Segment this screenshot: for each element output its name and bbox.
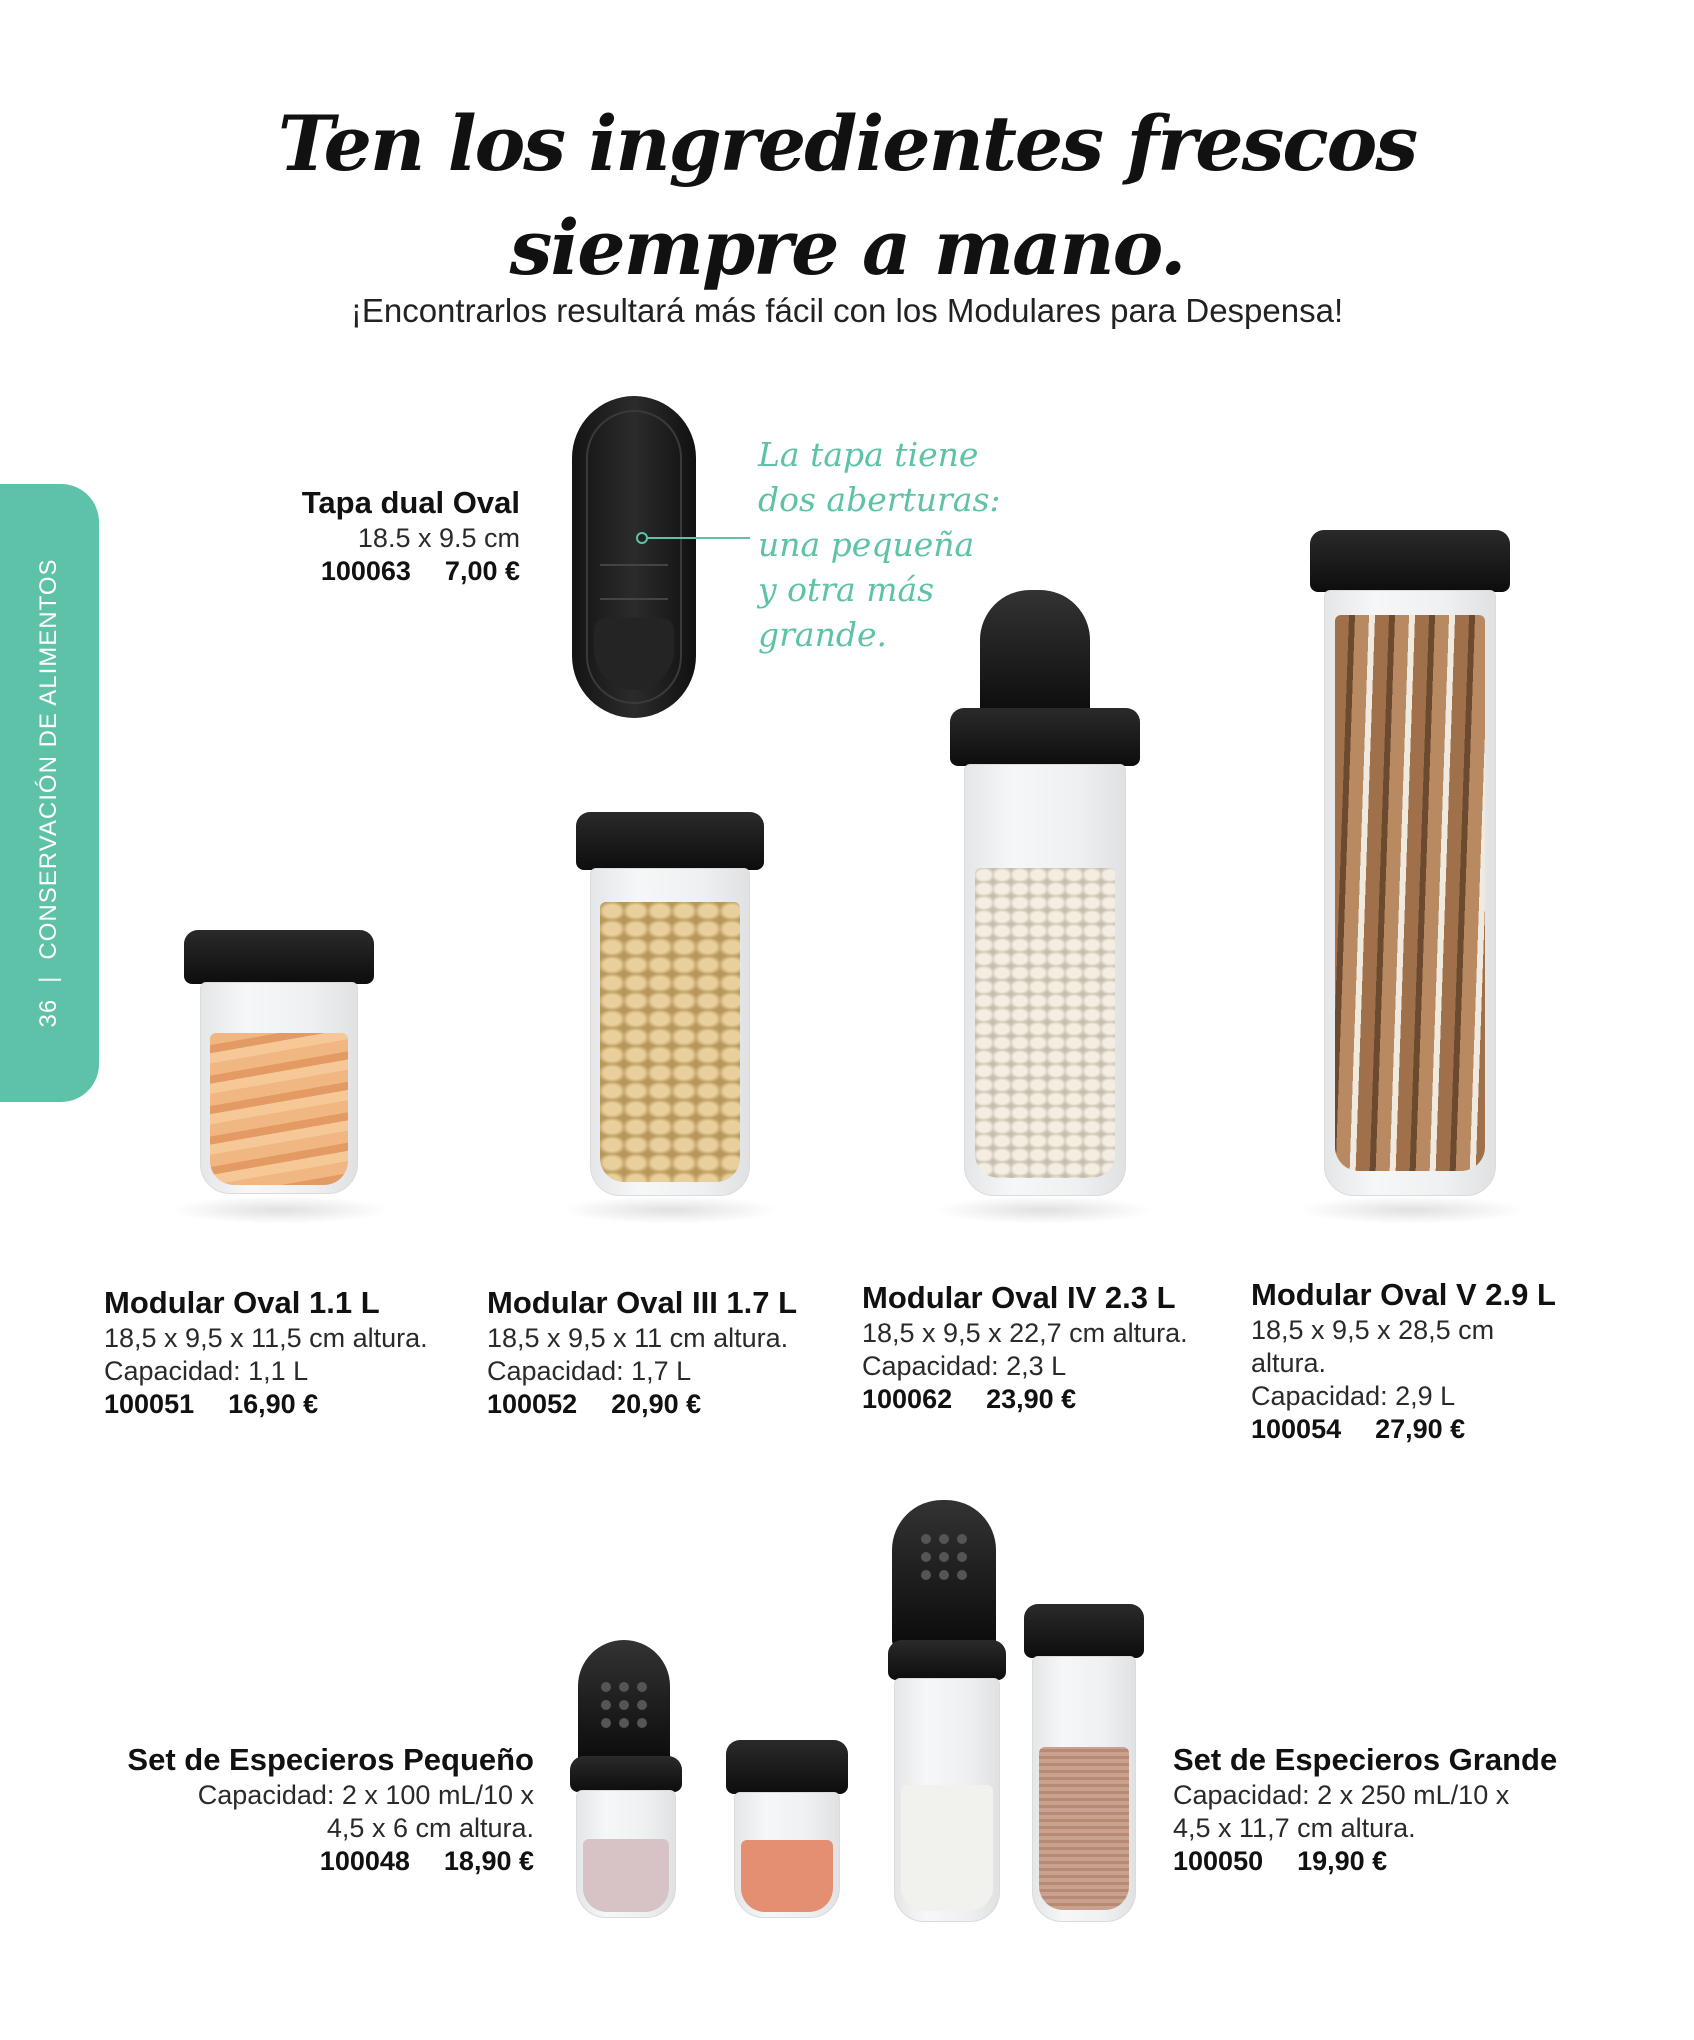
product-code: 100054 bbox=[1251, 1414, 1342, 1444]
product-code-price bbox=[84, 1845, 534, 1878]
annotation-pointer-dot bbox=[636, 532, 648, 544]
product-code-price bbox=[1251, 1413, 1591, 1446]
container-body bbox=[894, 1678, 1000, 1922]
section-name: CONSERVACIÓN DE ALIMENTOS bbox=[35, 558, 62, 960]
annotation-line: dos aberturas: bbox=[758, 480, 1001, 519]
product-price: 20,90 € bbox=[611, 1389, 702, 1419]
product-capacity: Capacidad: 1,7 L bbox=[487, 1356, 692, 1386]
product-code-price bbox=[862, 1383, 1242, 1416]
container-contents bbox=[583, 1839, 669, 1912]
product-set-especieros-pequeno bbox=[84, 1741, 534, 1878]
tapa-dual-oval-image bbox=[572, 396, 696, 718]
product-dimensions: 18,5 x 9,5 x 11 cm altura. bbox=[487, 1323, 789, 1353]
product-name: Modular Oval 1.1 L bbox=[104, 1285, 380, 1320]
container-body bbox=[1324, 590, 1496, 1196]
spice-small-tall-image bbox=[570, 1640, 688, 1922]
container-shadow bbox=[560, 1196, 780, 1224]
product-code-price bbox=[220, 555, 520, 588]
container-shadow bbox=[934, 1196, 1154, 1224]
product-code-price bbox=[1173, 1845, 1613, 1878]
product-code: 100063 bbox=[320, 556, 411, 586]
headline-line-1: Ten los ingredientes frescos bbox=[277, 99, 1417, 188]
product-name: Tapa dual Oval bbox=[301, 485, 520, 520]
annotation-line: una pequeña bbox=[758, 525, 975, 564]
modular-oval-3-1-7-image bbox=[576, 812, 764, 1200]
page-subheadline: ¡Encontrarlos resultará más fácil con los Modulares para Despensa! bbox=[350, 292, 1344, 329]
product-code-price bbox=[104, 1388, 464, 1421]
container-body bbox=[734, 1792, 840, 1918]
page-headline bbox=[0, 92, 1694, 300]
product-modular-oval-1-1 bbox=[104, 1284, 464, 1421]
product-capacity: Capacidad: 2,3 L bbox=[862, 1351, 1067, 1381]
modular-oval-1-1-image bbox=[184, 930, 374, 1198]
annotation-line: y otra más bbox=[758, 570, 935, 609]
product-dimensions: 18,5 x 9,5 x 28,5 cm bbox=[1251, 1315, 1495, 1345]
product-price: 18,90 € bbox=[443, 1846, 534, 1876]
product-code: 100050 bbox=[1173, 1846, 1264, 1876]
annotation-line: La tapa tiene bbox=[758, 435, 979, 474]
headline-line-2: siempre a mano. bbox=[509, 203, 1185, 292]
spice-large-tall-image bbox=[888, 1500, 1012, 1926]
container-lid bbox=[570, 1756, 682, 1792]
page-number: 36 bbox=[35, 998, 62, 1028]
product-dimensions: 18,5 x 9,5 x 22,7 cm altura. bbox=[862, 1318, 1188, 1348]
product-dimensions: 18.5 x 9.5 cm bbox=[357, 523, 520, 553]
modular-oval-5-2-9-image bbox=[1310, 530, 1510, 1200]
annotation-line: grande. bbox=[758, 615, 887, 654]
product-code: 100052 bbox=[487, 1389, 578, 1419]
container-contents bbox=[1039, 1747, 1129, 1911]
flip-cap bbox=[980, 590, 1090, 722]
flip-cap bbox=[578, 1640, 670, 1766]
container-contents bbox=[901, 1785, 993, 1911]
product-code-price bbox=[487, 1388, 847, 1421]
product-code: 100051 bbox=[104, 1389, 195, 1419]
container-lid bbox=[1310, 530, 1510, 592]
product-price: 23,90 € bbox=[986, 1384, 1077, 1414]
product-dimensions-cont: altura. bbox=[1251, 1348, 1327, 1378]
container-lid bbox=[1024, 1604, 1144, 1658]
container-contents bbox=[741, 1840, 833, 1912]
product-price: 27,90 € bbox=[1375, 1414, 1466, 1444]
spice-large-short-image bbox=[1024, 1604, 1144, 1926]
product-modular-oval-3-1-7 bbox=[487, 1284, 847, 1421]
container-shadow bbox=[170, 1196, 390, 1224]
container-lid bbox=[576, 812, 764, 870]
container-contents bbox=[1335, 615, 1485, 1171]
container-contents bbox=[975, 868, 1116, 1178]
product-code: 100048 bbox=[319, 1846, 410, 1876]
product-tapa-dual-oval bbox=[220, 484, 520, 588]
product-code: 100062 bbox=[862, 1384, 953, 1414]
product-name: Set de Especieros Grande bbox=[1173, 1742, 1558, 1777]
container-lid bbox=[888, 1640, 1006, 1680]
container-body bbox=[576, 1790, 676, 1918]
side-tab-text bbox=[35, 558, 63, 1027]
container-body bbox=[1032, 1656, 1136, 1922]
product-capacity-cont: 4,5 x 6 cm altura. bbox=[326, 1813, 534, 1843]
annotation-pointer-line bbox=[642, 537, 750, 539]
product-name: Modular Oval IV 2.3 L bbox=[862, 1280, 1176, 1315]
product-modular-oval-5-2-9 bbox=[1251, 1276, 1591, 1446]
container-lid bbox=[184, 930, 374, 984]
container-body bbox=[590, 868, 750, 1196]
container-body bbox=[200, 982, 358, 1194]
container-body bbox=[964, 764, 1126, 1196]
modular-oval-4-2-3-image bbox=[950, 590, 1140, 1200]
product-price: 7,00 € bbox=[444, 556, 520, 586]
product-capacity: Capacidad: 2,9 L bbox=[1251, 1381, 1456, 1411]
product-name: Set de Especieros Pequeño bbox=[127, 1742, 534, 1777]
product-modular-oval-4-2-3 bbox=[862, 1279, 1242, 1416]
product-capacity: Capacidad: 2 x 250 mL/10 x bbox=[1173, 1780, 1510, 1810]
product-capacity-cont: 4,5 x 11,7 cm altura. bbox=[1173, 1813, 1416, 1843]
product-set-especieros-grande bbox=[1173, 1741, 1613, 1878]
spice-small-short-image bbox=[726, 1740, 848, 1922]
product-capacity: Capacidad: 2 x 100 mL/10 x bbox=[197, 1780, 534, 1810]
container-lid bbox=[950, 708, 1140, 766]
container-lid bbox=[726, 1740, 848, 1794]
container-contents bbox=[600, 902, 739, 1182]
container-contents bbox=[210, 1033, 347, 1184]
product-capacity: Capacidad: 1,1 L bbox=[104, 1356, 309, 1386]
product-name: Modular Oval III 1.7 L bbox=[487, 1285, 798, 1320]
product-name: Modular Oval V 2.9 L bbox=[1251, 1277, 1556, 1312]
flip-cap bbox=[892, 1500, 996, 1650]
product-price: 19,90 € bbox=[1297, 1846, 1388, 1876]
side-tab-separator: | bbox=[35, 975, 62, 983]
product-price: 16,90 € bbox=[228, 1389, 319, 1419]
product-dimensions: 18,5 x 9,5 x 11,5 cm altura. bbox=[104, 1323, 428, 1353]
container-shadow bbox=[1296, 1196, 1526, 1224]
